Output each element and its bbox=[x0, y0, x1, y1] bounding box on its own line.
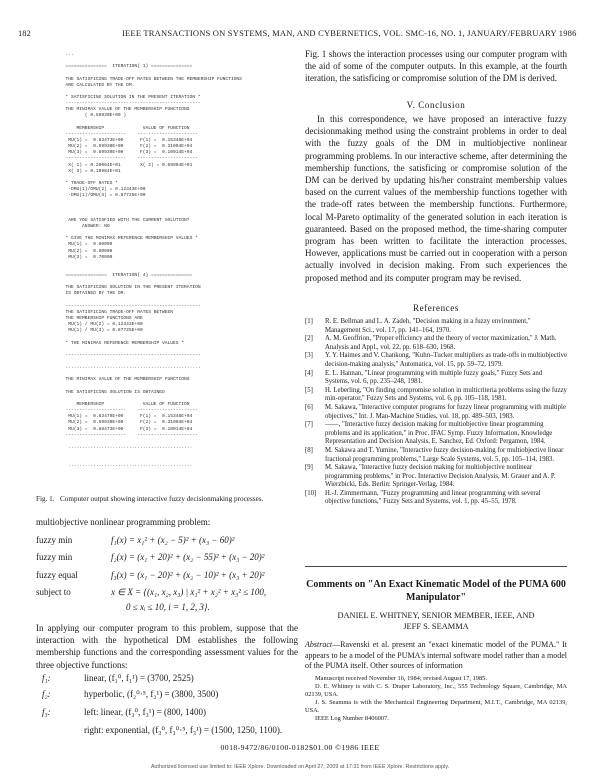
membership-text: linear, (f₁⁰, f₁¹) = (3700, 2525) bbox=[84, 673, 194, 683]
printout-line: -DMU(1)/DMU(3) = 0.87725E+00 bbox=[60, 193, 146, 199]
printout-line: =============== ITERATION( 1) =============== bbox=[60, 64, 193, 70]
caption-label: Fig. 1. bbox=[36, 495, 55, 503]
printout-line: THE SATISFICING TRADE-OFF RATES BETWEEN bbox=[60, 309, 174, 315]
reference-text: ——, "Interactive fuzzy decision making for multiobjective linear programming problems and its application," in Proc. IFAC Symp. Fuzzy Information, Knowledge Representation and Decision Analysis, E. Sanchez, Ed. Oxford: Pergamon, 1984. bbox=[325, 421, 553, 446]
author-line: DANIEL E. WHITNEY, SENIOR MEMBER, IEEE, AND bbox=[337, 611, 535, 620]
printout-line: ------------------------------------------------- bbox=[60, 101, 201, 107]
printout-line: MU(3) = 0.70000 bbox=[60, 254, 113, 260]
reference-text: A. M. Geoffrion, "Proper efficiency and the theory of vector maximization," J. Math. Analysis and Appl., vol. 22, pp. 618–630, 1968. bbox=[325, 335, 557, 351]
printout-line: * SATISFICING SOLUTION IN THE PRESENT ITERATION * bbox=[60, 94, 201, 100]
reference-text: R. E. Bellman and L. A. Zadeh, "Decision making in a fuzzy environment," Management Sci., vol. 17, pp. 141–164, 1970. bbox=[325, 318, 531, 334]
reference-number: [3] bbox=[305, 352, 313, 360]
abstract-label: Abstract bbox=[305, 640, 333, 649]
equation-expression: f₃(x) = (x₁ − 20)² + (x₂ − 10)² + (x₃ + 20)² bbox=[111, 570, 265, 580]
membership-text: left: linear, (f₃⁰, f₃¹) = (800, 1400) bbox=[84, 707, 207, 717]
section-heading-references: References bbox=[413, 303, 459, 313]
printout-line: ... bbox=[60, 52, 74, 57]
footnote: IEEE Log Number 8406007. bbox=[315, 715, 389, 723]
membership-label: f₁: bbox=[42, 673, 51, 683]
reference-text: H. Leberling, "On finding compromise solution in multicriteria problems using the fuzzy min-operator," Fuzzy Sets and Systems, vol. 6, pp. 105–118, 1981. bbox=[325, 386, 567, 403]
authorization-notice: Authorized licensed use limited to: IEEE Xplore. Downloaded on April 27, 2009 at 17:31 from IEEE Xplore. Restrictions apply. bbox=[150, 764, 450, 770]
journal-title: IEEE TRANSACTIONS ON SYSTEMS, MAN, AND CYBERNETICS, VOL. SMC-16, NO. 1, JANUARY/FEBRUARY 1986 bbox=[122, 28, 577, 38]
author-line: JEFF S. SEAMMA bbox=[403, 621, 469, 631]
reference-text: E. L. Hannan, "Linear programming with multiple fuzzy goals," Fuzzy Sets and Systems, vol. 6, pp. 235–248, 1981. bbox=[325, 369, 543, 386]
footnote: J. S. Seamma is with the Mechanical Engineering Department, M.I.T., Cambridge, MA 02139, USA. bbox=[305, 699, 567, 715]
printout-line: ( 0.59930E+00 ) bbox=[60, 113, 127, 119]
reference-item bbox=[305, 447, 567, 464]
reference-number: [8] bbox=[305, 446, 313, 454]
equation-expression: f₁(x) = x₁² + (x₂ − 5)² + (x₃ − 60)² bbox=[111, 535, 235, 545]
membership-text: hyperbolic, (f₂⁰·⁵, f₂¹) = (3800, 3500) bbox=[84, 689, 219, 699]
reference-number: [6] bbox=[305, 403, 313, 411]
caption-text: Computer output showing interactive fuzzy decisionmaking processes. bbox=[59, 495, 264, 503]
reference-text: H.-J. Zimmermann, "Fuzzy programming and linear programming with several objective functions," Fuzzy Sets and Systems, vol. 1, pp. 45–55, 1978. bbox=[325, 489, 541, 506]
reference-number: [10] bbox=[305, 489, 317, 497]
reference-number: [1] bbox=[305, 318, 313, 325]
figure-caption bbox=[36, 495, 306, 503]
equation-expression: x ∈ X = {(x₁, x₂, x₃) | x₁² + x₂² + x₃² ≤ 100, bbox=[111, 587, 267, 597]
reference-item bbox=[305, 318, 567, 335]
printout-line: MU(3) = 0.59930E+00 F(3) = 0.10014E+04 bbox=[60, 150, 193, 156]
copyright-line: 0018-9472/86/0100-0182$01.00 ©1986 IEEE bbox=[220, 743, 380, 752]
page-number: 182 bbox=[18, 28, 31, 38]
printout-line: MU(1) = 0.63479E+00 F(1) = 0.15348E+04 bbox=[60, 414, 193, 420]
reference-number: [7] bbox=[305, 421, 313, 429]
equation-label: fuzzy equal bbox=[36, 570, 78, 580]
footnote: D. E. Whitney is with C. S. Draper Laboratory, Inc., 555 Technology Square, Cambridge, MA 02139, USA. bbox=[305, 683, 567, 699]
printout-line: THE MEMBERSHIP FUNCTIONS ARE bbox=[60, 316, 143, 322]
reference-text: M. Sakawa, "Interactive computer programs for fuzzy linear programming with multiple objectives," Int. J. Man-Machine Studies, vol. 18, pp. 489–503, 1983. bbox=[325, 403, 566, 420]
reference-item bbox=[305, 370, 567, 387]
reference-item bbox=[305, 490, 567, 507]
reference-text: M. Sakawa, "Interactive fuzzy decision making for multiobjective nonlinear programming problems," in Proc. Interactive Decision Analysis, M. Grauer and A. P. Wierzbicki, Eds. Berlin: Springer-Verlag, 1984. bbox=[325, 464, 556, 489]
membership-text: right: exponential, (f₃⁰, f₃⁰·⁵, f₃¹) = (1500, 1250, 1100). bbox=[84, 725, 283, 735]
printout-line: ---------------------- ---------------------- bbox=[60, 408, 198, 414]
figure-1-computer-output bbox=[60, 52, 300, 488]
printout-line: ............................................. bbox=[60, 445, 193, 450]
printout-line: ............................................. bbox=[60, 463, 193, 469]
printout-line: X( 3) = 0.19964E+01 bbox=[60, 168, 121, 174]
equation-label: fuzzy min bbox=[36, 535, 73, 545]
reference-item bbox=[305, 464, 567, 490]
footnote: Manuscript received November 16, 1984; revised August 17, 1985. bbox=[315, 675, 487, 682]
comment-footnotes bbox=[305, 675, 567, 724]
printout-line: ------------------------------------------------- bbox=[60, 352, 201, 358]
reference-item bbox=[305, 404, 567, 421]
left-paragraph-2: In applying our computer program to this problem, suppose that the interaction with the hypothetical DM establishes the following membership functions and the corresponding assessment values for the three objective functions: bbox=[36, 623, 298, 670]
comment-title: Comments on "An Exact Kinematic Model of the PUMA 600 Manipulator" bbox=[306, 579, 566, 603]
printout-line bbox=[60, 470, 300, 476]
printout-line: MEMBERSHIP VALUE OF FUNCTION bbox=[60, 402, 190, 408]
reference-list bbox=[305, 318, 567, 507]
printout-line: MU(2) = 0.59930E+00 F(2) = 0.31004E+04 bbox=[60, 144, 193, 150]
printout-line: MU(1) / MU(2) = 0.12343E+00 bbox=[60, 322, 143, 328]
reference-item bbox=[305, 335, 567, 352]
conclusion-paragraph: In this correspondence, we have proposed an interactive fuzzy decisionmaking method using the constraint problems in order to deal with the fuzzy goals of the DM in multiobjective nonlinear programming problems. In our interactive scheme, after determining the membership functions, the satisficing or compromise solution of the DM can be derived by updating his/her constraint membership values based on the current values of the membership functions together with the trade-off rates between the membership functions. Furthermore, local M-Pareto optimality of the generated solution in each iteration is guaranteed. Based on the proposed method, the time-sharing computer program has been written to facilitate the interaction processes. However, applications must be carried out in cooperation with a person actually involved in decision making. From such experiences the proposed method and its computer program may be revised. bbox=[305, 114, 567, 283]
equation-label: fuzzy min bbox=[36, 552, 73, 562]
printout-line: * THE MINIMAX REFERENCE MEMBERSHIP VALUES * bbox=[60, 340, 185, 346]
printout-line: MU(1) / MU(3) = 0.87725E+00 bbox=[60, 328, 143, 334]
printout-line: THE SATISFICING SOLUTION IS OBTAINED bbox=[60, 389, 165, 395]
membership-label: f₂: bbox=[42, 689, 51, 699]
printout-line: ---------------------- ---------------------- bbox=[60, 156, 198, 162]
reference-item bbox=[305, 421, 567, 447]
reference-item bbox=[305, 387, 567, 404]
printout-line: ARE CALCULATED BY THE DM. bbox=[60, 82, 135, 88]
reference-text: Y. Y. Haimes and V. Chankong, "Kuhn–Tucker multipliers as trade-offs in multiobjective decision-making analysis," Automatica, vol. 15, pp. 59–72, 1979. bbox=[325, 352, 567, 368]
reference-text: M. Sakawa and T. Yumine, "Interactive fuzzy decision-making for multiobjective linear fractional programming problems," Large Scale Systems, vol. 5, pp. 105–114, 1983. bbox=[325, 446, 564, 463]
printout-line: ANSWER: NO bbox=[60, 223, 110, 229]
printout-line: ARE YOU SATISFIED WITH THE CURRENT SOLUTION? bbox=[60, 217, 190, 223]
printout-line: MU(1) = 0.63473E+00 F(1) = 0.15348E+04 bbox=[60, 137, 193, 143]
equation-expression: 0 ≤ xᵢ ≤ 10, i = 1, 2, 3}. bbox=[126, 602, 210, 612]
reference-number: [9] bbox=[305, 464, 313, 472]
printout-line: ------------------------------------------------- bbox=[60, 303, 201, 309]
printout-line: X( 1) = 0.20064E+01 X( 2) = 0.69904E+01 bbox=[60, 162, 193, 168]
right-paragraph-1: Fig. 1 shows the interaction processes using our computer program with the aid of some of the computer outputs. In this example, at the fourth iteration, the satisficing or compromise solution of the DM is derived. bbox=[305, 49, 567, 84]
reference-number: [5] bbox=[305, 386, 313, 394]
printout-line: * TRADE-OFF RATES * bbox=[60, 180, 118, 186]
printout-line: THE SATISFICING TRADE-OFF RATES BETWEEN THE MEMBERSHIP FUNCTIONS bbox=[60, 76, 242, 82]
printout-line: MU(2) = 0.60000 bbox=[60, 248, 113, 254]
reference-number: [4] bbox=[305, 369, 313, 377]
printout-line: IS OBTAINED BY THE DM. bbox=[60, 291, 127, 297]
printout-line: THE MINIMAX VALUE OF THE MEMBERSHIP FUNCTIONS bbox=[60, 107, 190, 113]
printout-line: -DMU(1)/DMU(2) = 0.12343E+00 bbox=[60, 187, 146, 193]
comment-abstract bbox=[305, 640, 567, 672]
printout-line: ---------------------- ---------------------- bbox=[60, 432, 198, 438]
section-heading-conclusion: V. Conclusion bbox=[406, 100, 466, 110]
printout-line: =============== ITERATION( 4) =============== bbox=[60, 273, 193, 279]
printout-line: MEMBERSHIP VALUE OF FUNCTION bbox=[60, 125, 190, 131]
comment-authors bbox=[305, 611, 567, 632]
printout-line: ---------------------- ---------------------- bbox=[60, 131, 198, 137]
equation-label: subject to bbox=[36, 587, 71, 597]
membership-label: f₃: bbox=[42, 707, 51, 717]
printout-line: * GIVE THE MINIMAX REFERENCE MEMBERSHIP VALUES * bbox=[60, 236, 198, 242]
equation-expression: f₂(x) = (x₁ + 20)² + (x₂ − 55)² + (x₃ − 20)² bbox=[111, 552, 265, 562]
reference-number: [2] bbox=[305, 335, 313, 343]
printout-line: ................................................. bbox=[60, 365, 201, 371]
printout-line: THE MINIMAX VALUE OF THE MEMBERSHIP FUNCTIONS bbox=[60, 377, 190, 383]
printout-line: MU(2) = 0.59930E+00 F(2) = 0.31004E+04 bbox=[60, 420, 193, 426]
abstract-text: —Ravenski et al. present an "exact kinematic model of the PUMA." It appears to be a model of the PUMA's internal software model rather than a model of the PUMA itself. Other sources of information bbox=[305, 640, 567, 670]
printout-line: MU(1) = 0.60000 bbox=[60, 242, 113, 248]
printout-line: MU(3) = 0.68473E+00 F(3) = 0.10014E+04 bbox=[60, 426, 193, 432]
reference-item bbox=[305, 352, 567, 369]
printout-line: THE SATISFICING SOLUTION IN THE PRESENT ITERATION bbox=[60, 285, 201, 291]
section-divider bbox=[305, 566, 567, 567]
left-paragraph-1: multiobjective nonlinear programming problem: bbox=[36, 517, 211, 527]
